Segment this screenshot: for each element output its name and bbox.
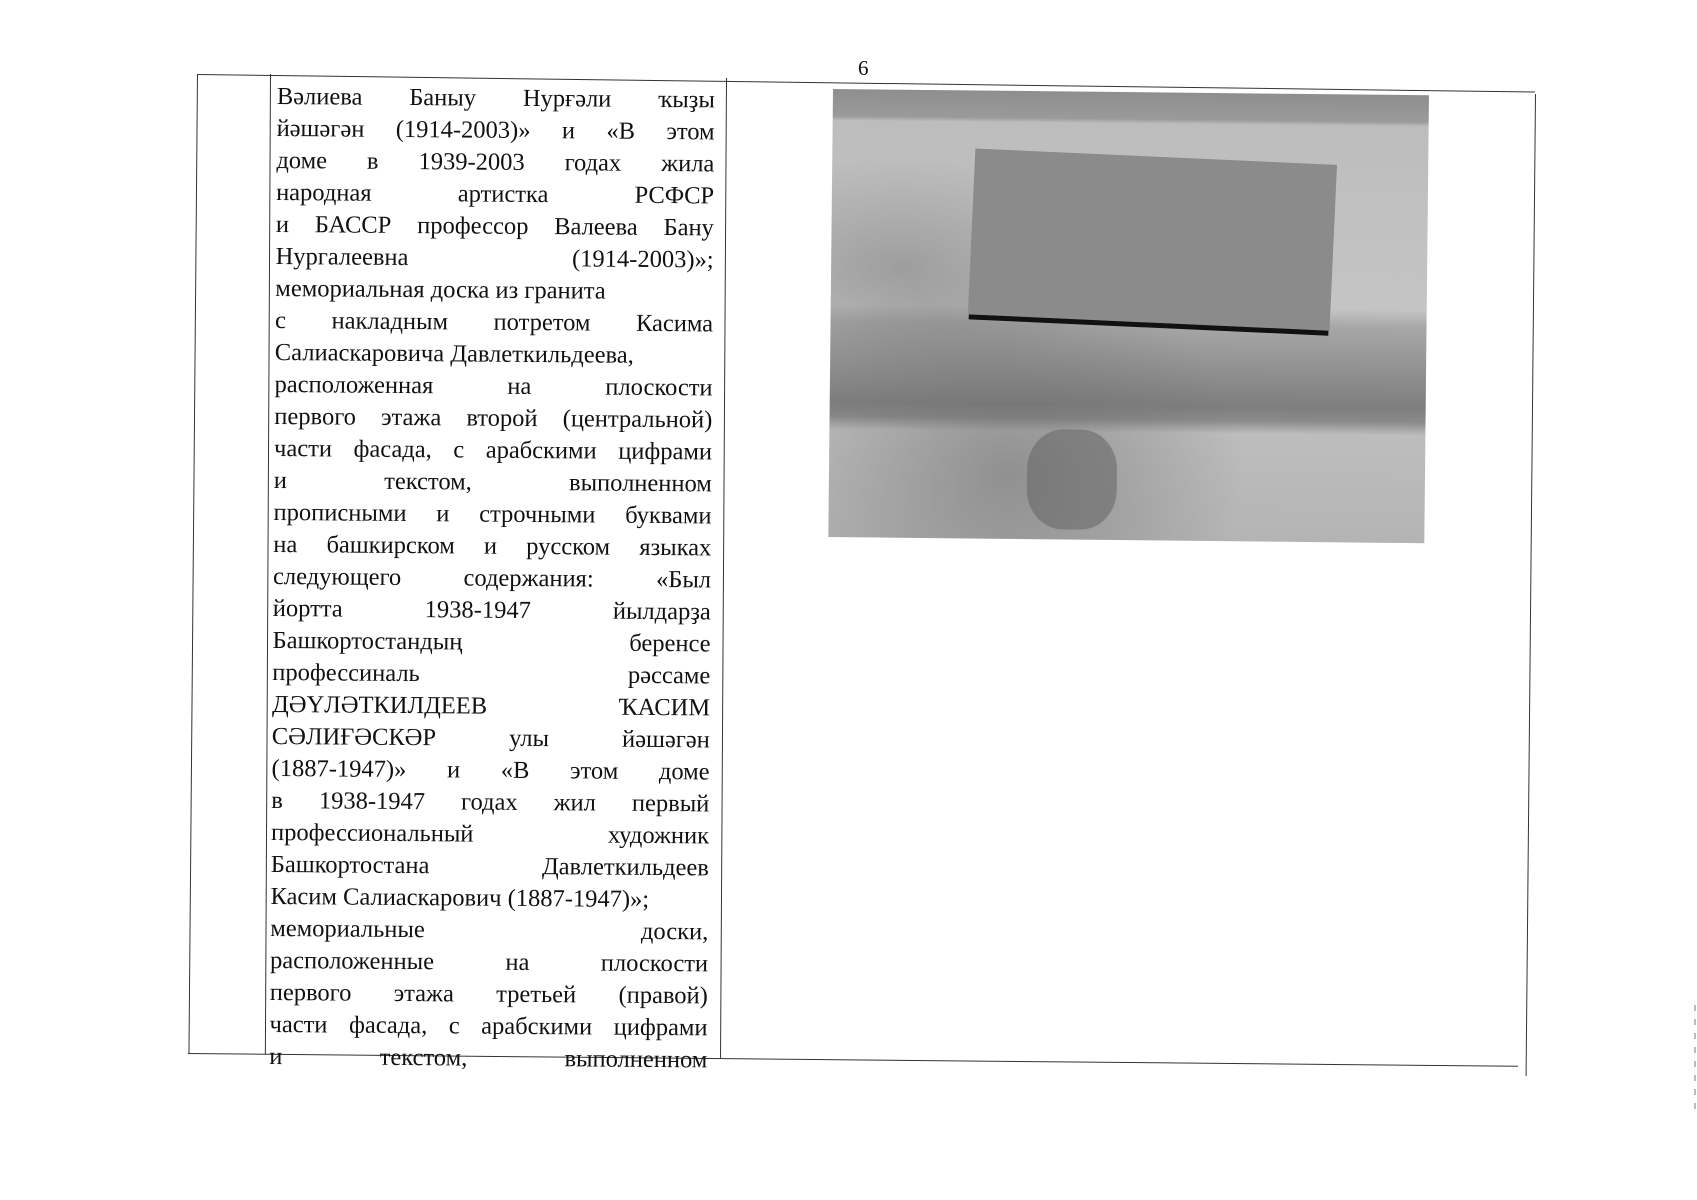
description-line: Касим Салиаскарович (1887-1947)»; xyxy=(270,882,650,913)
description-line: и текстом, выполненном xyxy=(273,466,712,498)
photo-plaque-shape xyxy=(968,148,1337,330)
description-line: и текстом, выполненном xyxy=(269,1042,708,1074)
page-number: 6 xyxy=(858,56,869,80)
description-line: профессиональный художник xyxy=(270,818,710,850)
description-line: первого этажа второй (центральной) xyxy=(274,402,713,434)
description-cell xyxy=(269,81,715,1076)
memorial-plaque-photo xyxy=(828,89,1429,543)
description-line: Башкортостандың беренсе xyxy=(272,626,711,658)
description-line: йәшәгән (1914-2003)» и «В этом xyxy=(276,114,715,146)
description-line: в 1938-1947 годах жил первый xyxy=(271,786,710,818)
description-line: Башкортостана Давлеткильдеев xyxy=(270,850,709,882)
description-line: профессиналь рәссаме xyxy=(272,658,711,690)
description-line: доме в 1939-2003 годах жила xyxy=(276,146,715,178)
description-line: с накладным потретом Касима xyxy=(275,306,714,338)
description-line: прописными и строчными буквами xyxy=(273,498,712,530)
table-right-border xyxy=(1526,94,1536,1076)
photo-wall-stain xyxy=(1026,429,1117,530)
description-line: (1887-1947)» и «В этом доме xyxy=(271,754,710,786)
description-line: ДӘҮЛӘТКИЛДЕЕВ ҠАСИМ xyxy=(271,690,711,722)
description-line: части фасада, с арабскими цифрами xyxy=(269,1010,708,1042)
description-line: мемориальная доска из гранита xyxy=(275,274,606,305)
description-line: Вәлиева Баныу Нурғәли ҡыҙы xyxy=(276,82,715,114)
description-line: на башкирском и русском языках xyxy=(273,530,712,562)
description-line: народная артистка РСФСР xyxy=(276,178,715,210)
description-line: следующего содержания: «Был xyxy=(273,562,712,594)
description-line: йортта 1938-1947 йылдарҙа xyxy=(272,594,711,626)
description-line: и БАССР профессор Валеева Бану xyxy=(275,210,714,242)
description-line: расположенные на плоскости xyxy=(269,946,709,978)
description-line: части фасада, с арабскими цифрами xyxy=(274,434,713,466)
table-left-border xyxy=(188,74,198,1053)
description-line: первого этажа третьей (правой) xyxy=(269,978,708,1010)
description-line: СӘЛИҒӘСКӘР улы йәшәгән xyxy=(271,722,710,754)
description-line: мемориальные доски, xyxy=(270,914,709,946)
scan-edge-mark xyxy=(1694,1005,1696,1115)
description-line: Салиаскаровича Давлеткильдеева, xyxy=(274,338,634,369)
description-line: Нургалеевна (1914-2003)»; xyxy=(275,242,714,274)
table-column-divider-2 xyxy=(720,78,727,1058)
description-line: расположенная на плоскости xyxy=(274,370,713,402)
